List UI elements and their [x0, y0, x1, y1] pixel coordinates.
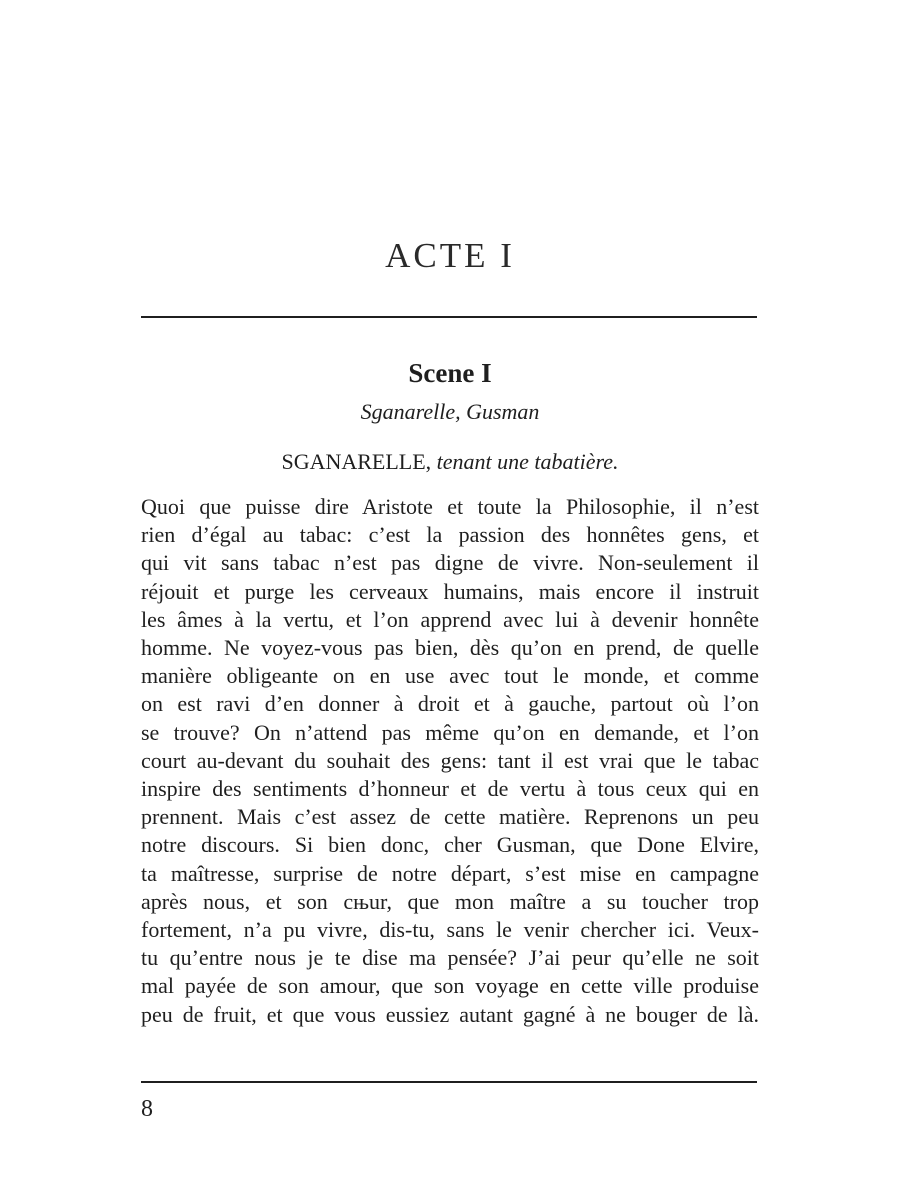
speech-line: réjouit et purge les cerveaux humains, mais encore il instruit: [141, 578, 759, 604]
speech-line: fortement, n’a pu vivre, dis-tu, sans le venir chercher ici. Veux-: [141, 917, 759, 943]
speech-line: on est ravi d’en donner à droit et à gauche, partout où l’on: [141, 691, 759, 717]
speaker-name: SGANARELLE,: [281, 449, 432, 474]
speech-line: qui vit sans tabac n’est pas digne de vivre. Non-seulement il: [141, 550, 759, 576]
top-divider: [141, 316, 757, 318]
stage-direction: tenant une tabatière.: [436, 449, 619, 474]
speech-line: mal payée de son amour, que son voyage en cette ville produise: [141, 973, 759, 999]
speech-paragraph: [141, 493, 759, 1029]
scene-characters: Sganarelle, Gusman: [360, 399, 540, 424]
page-number: 8: [141, 1096, 153, 1122]
act-title: ACTE I: [385, 236, 515, 275]
speech-line: notre discours. Si bien donc, cher Gusman, que Done Elvire,: [141, 832, 759, 858]
scene-title: Scene I: [408, 358, 492, 388]
speech-line: se trouve? On n’attend pas même qu’on en demande, et l’on: [141, 719, 759, 745]
speech-line: manière obligeante on en use avec tout le monde, et comme: [141, 663, 759, 689]
speech-line: prennent. Mais c’est assez de cette matière. Reprenons un peu: [141, 804, 759, 830]
speech-line: Quoi que puisse dire Aristote et toute la Philosophie, il n’est: [141, 494, 759, 519]
speech-line: peu de fruit, et que vous eussiez autant gagné à ne bouger de là.: [141, 1001, 759, 1027]
speech-line: inspire des sentiments d’honneur et de vertu à tous ceux qui en: [141, 776, 759, 802]
bottom-divider: [141, 1081, 757, 1083]
speech-line: les âmes à la vertu, et l’on apprend avec lui à devenir honnête: [141, 606, 759, 632]
speech-line: tu qu’entre nous je te dise ma pensée? J’ai peur qu’elle ne soit: [141, 945, 759, 971]
speech-line: après nous, et son cњur, que mon maître a su toucher trop: [141, 888, 759, 914]
speaker-heading: [0, 446, 900, 478]
speech-line: homme. Ne voyez-vous pas bien, dès qu’on en prend, de quelle: [141, 635, 759, 661]
speech-line: rien d’égal au tabac: c’est la passion des honnêtes gens, et: [141, 522, 759, 548]
speech-line: court au-devant du souhait des gens: tant il est vrai que le tabac: [141, 747, 759, 773]
speech-line: ta maîtresse, surprise de notre départ, s’est mise en campagne: [141, 860, 759, 886]
